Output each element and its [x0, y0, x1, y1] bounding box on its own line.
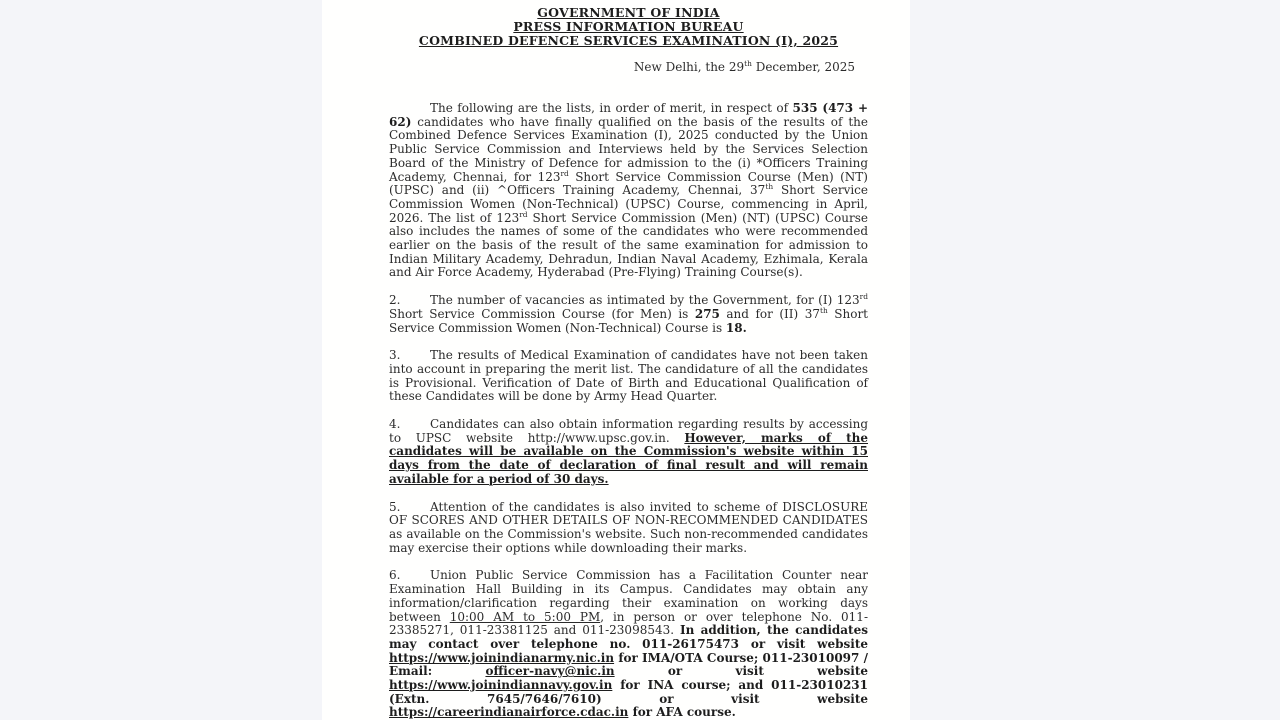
paragraph-text	[389, 348, 868, 403]
text-segment: The following are the lists, in order of merit, in respect of	[430, 101, 793, 115]
text-segment: Short Service Commission Course (Men) (NT) (UPSC) and (ii) ^Officers Training Academy, Chennai, 37	[389, 169, 868, 198]
paragraph-4	[389, 418, 868, 487]
text-segment: Attention of the candidates is also invited to scheme of DISCLOSURE OF SCORES AND OTHER DETAILS OF NON-RECOMMENDED CANDIDATES as available on the Commission's website. Such non-recommended candidates may exercise their options while downloading their marks.	[389, 499, 868, 555]
text-segment: In addition, the candidates may contact over telephone no. 011-26175473 or visit website	[389, 623, 868, 651]
paragraph-6	[389, 569, 868, 720]
paragraph-number: 5.	[389, 499, 401, 514]
text-segment: 18.	[725, 320, 747, 335]
ordinal-superscript: rd	[859, 292, 868, 302]
paragraph-1	[389, 102, 868, 280]
text-segment: New Delhi, the 29	[633, 60, 745, 74]
paragraph-text	[389, 293, 868, 334]
paragraph-number: 4.	[389, 417, 401, 432]
text-segment: Short Service Commission (Men) (NT) (UPSC) Course also includes the names of some of the candidates who were recommended earlier on the basis of the result of the same examination for admission to Indian Military Academy, Dehradun, Indian Naval Academy, Ezhimala, Kerala and Air Force Academy, Hyderabad (Pre-Flying) Training Course(s).	[389, 210, 868, 280]
text-segment: and for (II) 37	[719, 306, 820, 321]
header-exam-title: COMBINED DEFENCE SERVICES EXAMINATION (I), 2025	[418, 33, 839, 48]
paragraph-2	[389, 294, 868, 335]
paragraph-3	[389, 349, 868, 404]
text-segment: 535 (473 + 62)	[389, 101, 869, 129]
text-segment: The results of Medical Examination of candidates have not been taken into account in preparing the merit list. The candidature of all the candidates is Provisional. Verification of Date of Birth and Educational Qualification of these Candidates will be done by Army Head Quarter.	[389, 348, 868, 404]
text-segment: Short Service Commission Women (Non-Technical) (UPSC) Course, commencing in April, 2026. The list of 123	[389, 183, 869, 225]
document-page	[322, 0, 910, 720]
text-segment: Short Service Commission Course (for Men) is	[389, 306, 695, 321]
ordinal-superscript: th	[819, 305, 828, 315]
ordinal-superscript: th	[765, 182, 774, 192]
text-segment: , in person or over telephone No. 011-23385271, 011-23381125 and 011-23098543.	[389, 609, 868, 638]
text-segment: Candidates can also obtain information regarding results by accessing to UPSC website http://www.upsc.gov.in.	[389, 417, 868, 445]
text-segment: Short Service Commission Women (Non-Technical) Course is	[389, 306, 868, 335]
text-segment: or visit website	[614, 664, 868, 679]
text-segment: December, 2025	[751, 60, 855, 74]
ordinal-superscript: th	[744, 59, 752, 68]
document-body	[389, 102, 868, 720]
paragraph-number: 3.	[389, 348, 401, 363]
paragraph-5	[389, 501, 868, 556]
text-segment: The number of vacancies as intimated by the Government, for (I) 123	[430, 293, 860, 308]
text-segment: for INA course; and 011-23010231 (Extn. 7645/7646/7610) or visit website	[389, 678, 868, 706]
text-segment: candidates who have finally qualified on the basis of the results of the Combined Defence Services Examination (I), 2025 conducted by the Union Public Service Commission and Interviews held by the Services Selection Board of the Ministry of Defence for admission to the (i) *Officers Training Academy, Chennai, for 123	[389, 114, 868, 184]
text-segment: 10:00 AM to 5:00 PM	[449, 609, 601, 624]
ordinal-superscript: rd	[560, 168, 569, 178]
text-segment: Union Public Service Commission has a Facilitation Counter near Examination Hall Building in its Campus. Candidates may obtain any information/clarification regarding their examination on working days between	[389, 568, 868, 624]
text-segment: for IMA/OTA Course; 011-23010097 / Email:	[389, 650, 868, 679]
document-header	[389, 6, 868, 48]
url-text: https://careerindianairforce.cdac.in	[389, 705, 629, 720]
header-government-of-india: GOVERNMENT OF INDIA	[537, 5, 720, 20]
paragraph-text	[389, 101, 868, 279]
url-text: https://www.joinindianarmy.nic.in	[389, 650, 615, 665]
paragraph-text	[389, 417, 868, 486]
paragraph-text	[389, 568, 868, 719]
url-text: https://www.joinindiannavy.gov.in	[389, 678, 613, 693]
text-segment: for AFA course.	[628, 705, 736, 720]
text-segment: 275	[694, 306, 720, 321]
paragraph-number: 2.	[389, 293, 401, 308]
text-segment: However, marks of the candidates will be available on the Commission's website within 15 days from the date of declaration of final result and will remain available for a period of 30 days.	[389, 430, 868, 486]
header-press-information-bureau: PRESS INFORMATION BUREAU	[513, 19, 744, 34]
paragraph-number: 6.	[389, 568, 401, 583]
ordinal-superscript: rd	[519, 209, 528, 219]
url-text: officer-navy@nic.in	[485, 664, 615, 679]
paragraph-text	[389, 500, 868, 555]
dateline	[389, 60, 868, 74]
